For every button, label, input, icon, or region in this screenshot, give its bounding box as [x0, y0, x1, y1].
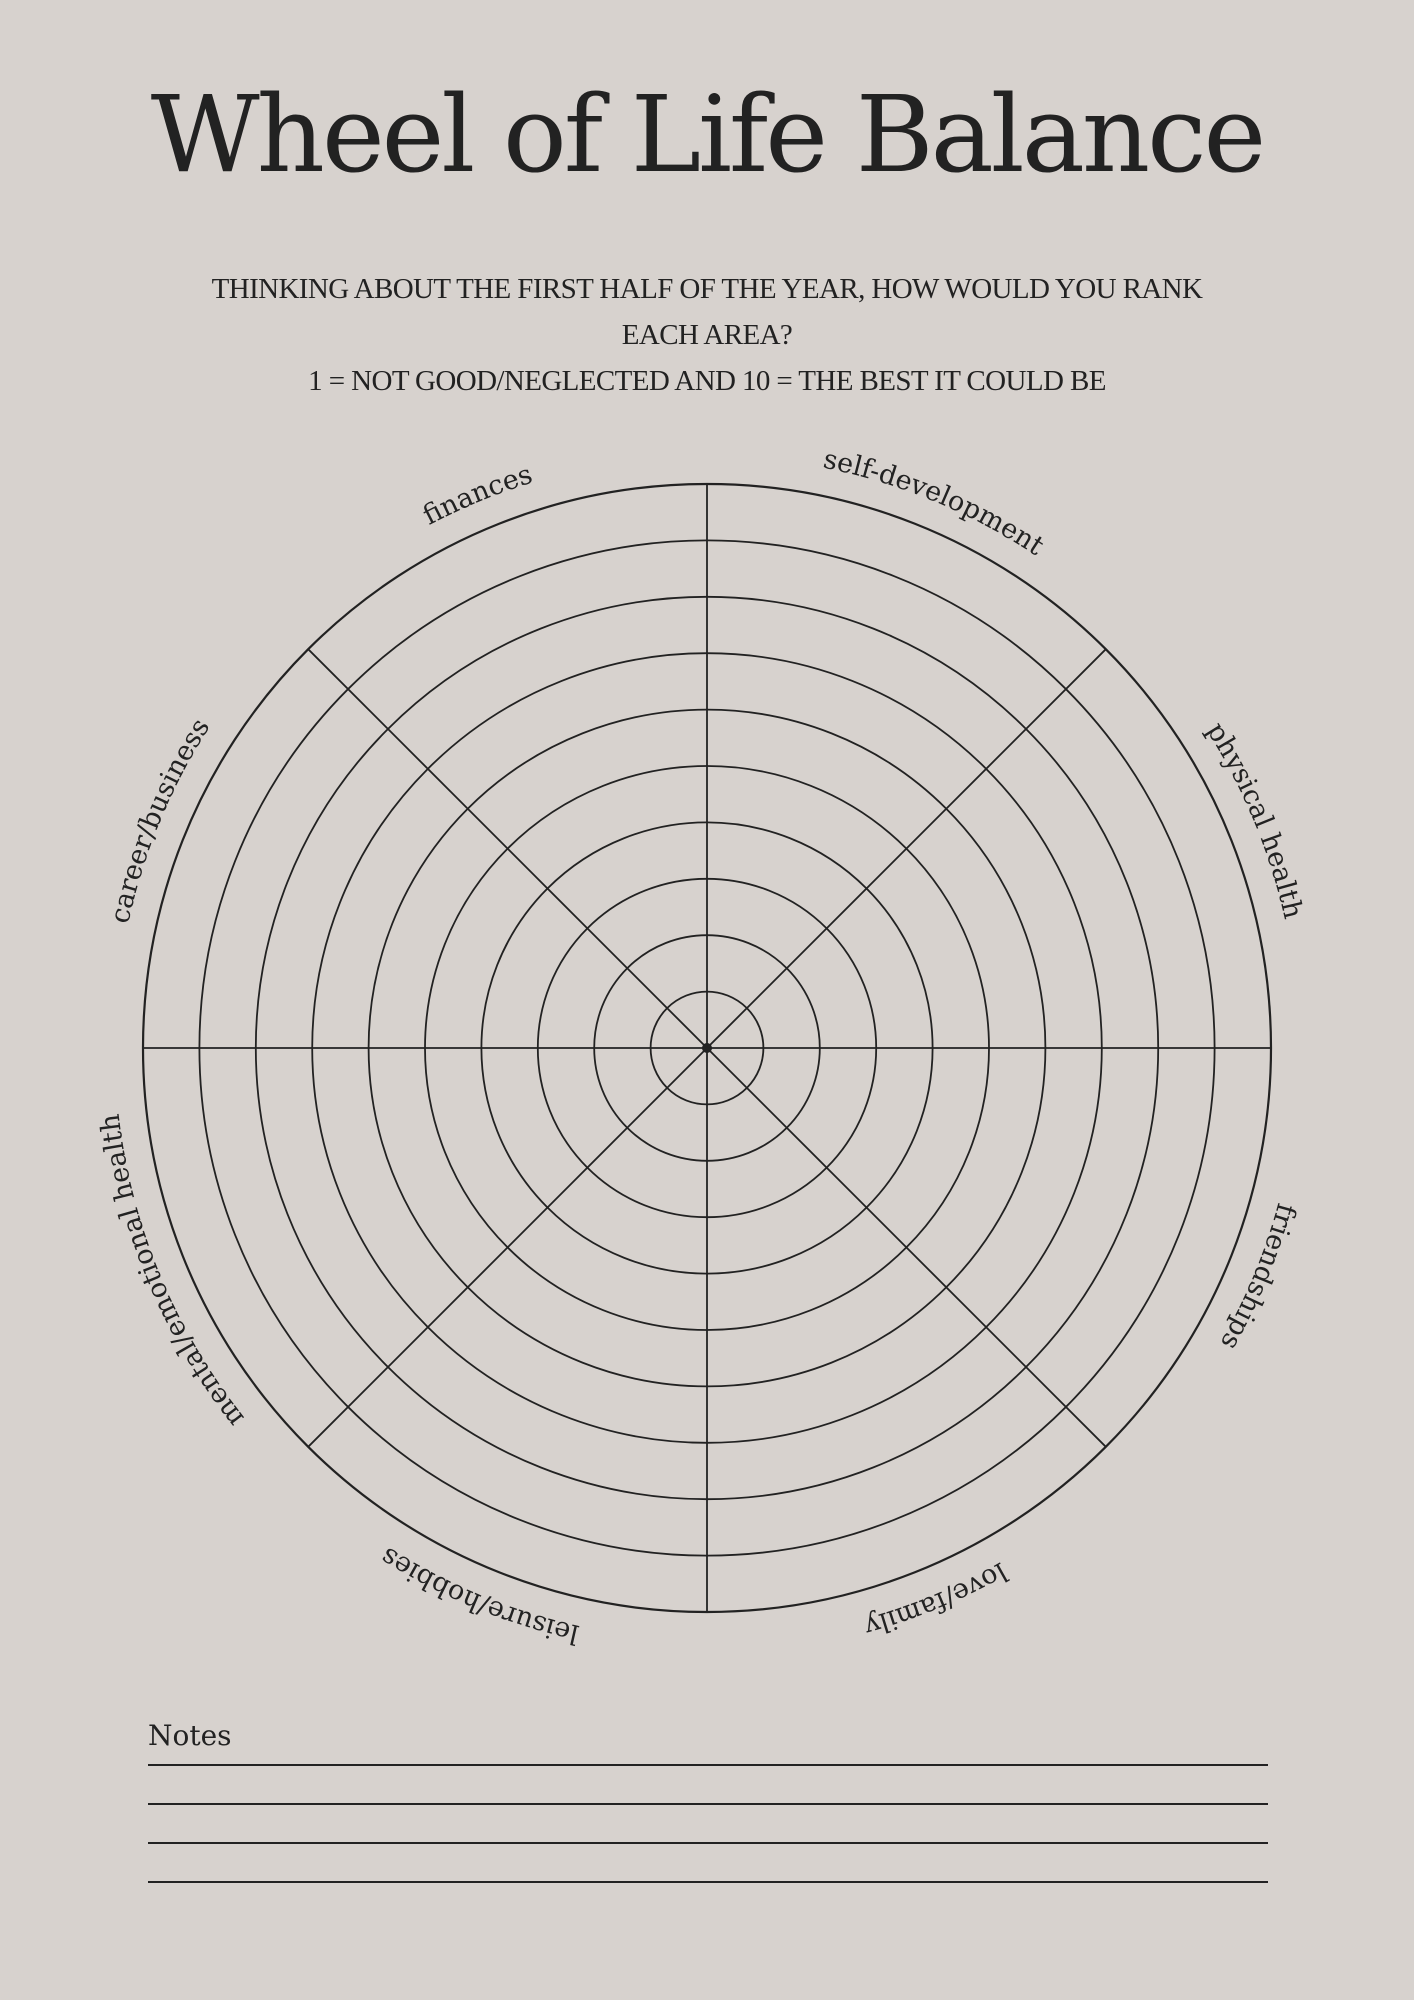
segment-label-8: finances: [417, 458, 537, 532]
instruction-line-2: EACH AREA?: [621, 319, 793, 351]
segment-label-4: love/family: [860, 1555, 1013, 1643]
wheel-center: [702, 1043, 712, 1053]
segment-label-1: self-development: [820, 443, 1050, 562]
instruction-line-3: 1 = NOT GOOD/NEGLECTED AND 10 = THE BEST IT COULD BE: [308, 365, 1106, 397]
notes-line-3[interactable]: [148, 1842, 1268, 1844]
notes-line-2[interactable]: [148, 1803, 1268, 1805]
notes-line-1[interactable]: [148, 1764, 1268, 1766]
segment-label-7: career/business: [104, 712, 217, 927]
segment-label-2: physical health: [1200, 716, 1309, 922]
notes-section: [148, 1719, 1268, 1752]
segment-label-6: mental/emotional health: [94, 1112, 251, 1433]
page-title: Wheel of Life Balance: [150, 73, 1264, 196]
notes-line-4[interactable]: [148, 1881, 1268, 1883]
notes-label: Notes: [148, 1719, 232, 1752]
segment-label-5: leisure/hobbies: [375, 1540, 582, 1650]
segment-label-3: friendships: [1214, 1200, 1302, 1356]
instruction-line-1: THINKING ABOUT THE FIRST HALF OF THE YEAR, HOW WOULD YOU RANK: [211, 273, 1203, 305]
